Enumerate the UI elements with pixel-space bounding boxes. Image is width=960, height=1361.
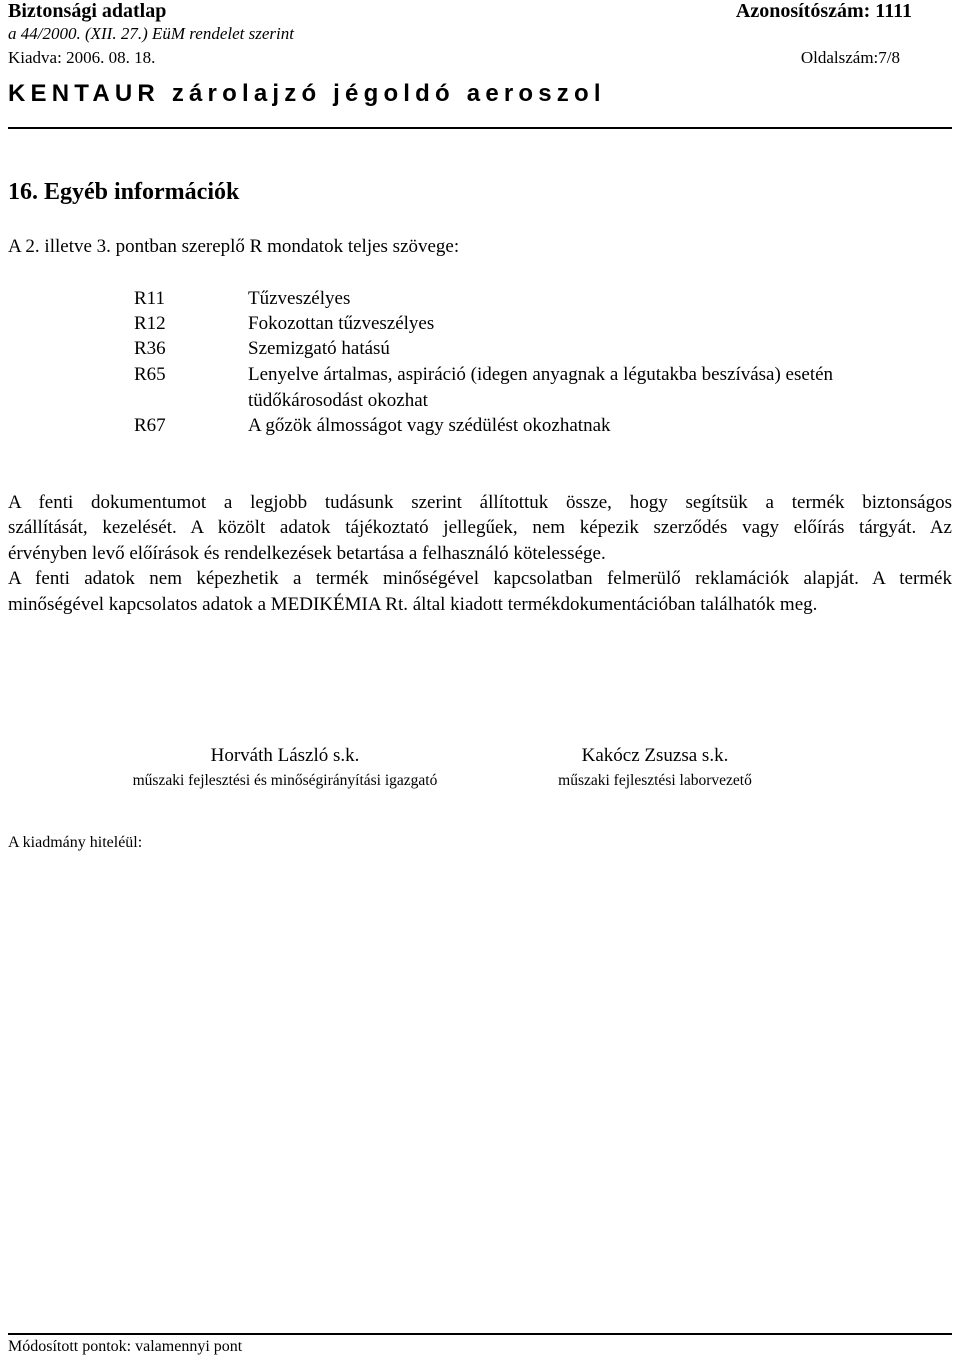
disclaimer-line: szállítását, kezelését. A közölt adatok tájékoztató jellegűek, nem képezik szerződés vagy előírás tárgyát. Az: [8, 517, 952, 539]
section-title: 16. Egyéb információk: [8, 179, 240, 205]
r-phrase-text: Szemizgató hatású: [248, 338, 390, 359]
r-phrase-text: Fokozottan tűzveszélyes: [248, 313, 435, 334]
r-phrase-code: R36: [134, 338, 166, 359]
signatory-name: Horváth László s.k.: [210, 745, 360, 766]
r-phrase-code: R11: [134, 288, 165, 309]
certification-label: A kiadmány hiteléül:: [8, 834, 143, 851]
disclaimer-paragraph: [8, 490, 952, 617]
id-number: Azonosítószám: 1111: [735, 0, 912, 22]
r-phrase-code: R67: [134, 415, 166, 436]
issue-date: Kiadva: 2006. 08. 18.: [8, 48, 156, 67]
r-phrase-text: Tűzveszélyes: [248, 288, 351, 309]
regulation-reference: a 44/2000. (XII. 27.) EüM rendelet szerint: [8, 24, 294, 43]
signatory-role: műszaki fejlesztési laborvezető: [558, 772, 752, 789]
r-phrase-text: A gőzök álmosságot vagy szédülést okozhatnak: [248, 415, 611, 436]
disclaimer-line: A fenti adatok nem képezhetik a termék minőségével kapcsolatban felmerülő reklamációk alapját. A termék: [8, 568, 952, 590]
document-title: Biztonsági adatlap: [8, 0, 167, 22]
r-phrase-code: R65: [134, 364, 166, 385]
r-phrase-text: Lenyelve ártalmas, aspiráció (idegen anyagnak a légutakba beszívása) esetén: [248, 364, 834, 385]
signatory-name: Kakócz Zsuzsa s.k.: [581, 745, 729, 766]
signatory-role: műszaki fejlesztési és minőségirányítási igazgató: [132, 772, 438, 789]
disclaimer-line: minőségével kapcsolatos adatok a MEDIKÉMIA Rt. által kiadott termékdokumentációban találhatók meg.: [8, 593, 818, 615]
page-number: Oldalszám:7/8: [800, 48, 900, 67]
r-phrase-code: R12: [134, 313, 166, 334]
footer-divider: [8, 1333, 952, 1335]
product-name: KENTAUR zárolajzó jégoldó aeroszol: [8, 80, 606, 107]
disclaimer-line: A fenti dokumentumot a legjobb tudásunk szerint állítottuk össze, hogy segítsük a termék biztonságos: [8, 492, 952, 513]
r-phrases-intro: A 2. illetve 3. pontban szereplő R mondatok teljes szövege:: [8, 236, 460, 257]
disclaimer-line: érvényben levő előírások és rendelkezések betartása a felhasználó kötelessége.: [8, 542, 606, 564]
modified-points: Módosított pontok: valamennyi pont: [8, 1338, 243, 1355]
r-phrase-text-continued: tüdőkárosodást okozhat: [248, 390, 428, 411]
header-divider: [8, 127, 952, 129]
